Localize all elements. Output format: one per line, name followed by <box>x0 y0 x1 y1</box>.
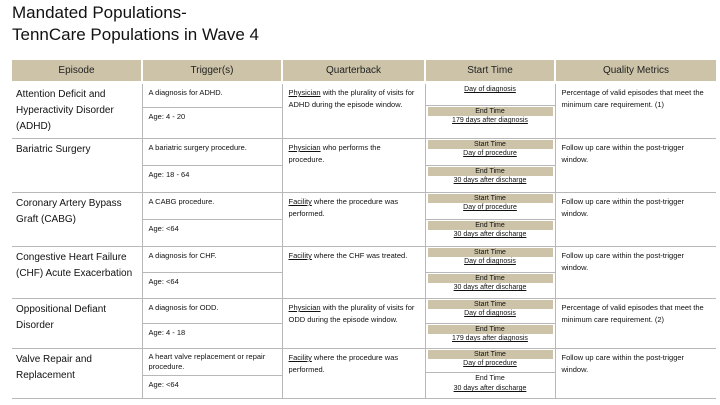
quarterback-cell <box>282 247 425 299</box>
start-time-cell <box>425 84 555 139</box>
trigger-age: Age: <64 <box>148 224 179 233</box>
table-row <box>12 299 716 349</box>
end-time-label: End Time <box>428 274 553 283</box>
start-time-cell <box>425 247 555 299</box>
end-time-value: 179 days after diagnosis <box>452 117 528 124</box>
trigger-cell <box>142 84 282 139</box>
episode-name: Congestive Heart Failure (CHF) Acute Exacerbation <box>12 247 142 299</box>
quarterback-description: where the procedure was performed. <box>288 197 399 218</box>
quality-metric: Follow up care within the post-trigger window. <box>555 193 716 247</box>
start-time-label: Start Time <box>428 140 553 149</box>
start-time-cell <box>425 349 555 399</box>
end-time-block <box>426 273 555 295</box>
quarterback-role: Facility <box>288 197 312 206</box>
quarterback-description: with the plurality of visits for ADHD during the episode window. <box>288 88 415 109</box>
end-time-block <box>426 220 555 242</box>
start-time-label: Start Time <box>428 300 553 309</box>
quality-metric: Percentage of valid episodes that meet the minimum care requirement. (1) <box>555 84 716 139</box>
start-time-label: Start Time <box>428 194 553 203</box>
end-time-block <box>426 166 555 188</box>
quarterback-role: Physician <box>288 303 321 312</box>
title-line-2: TennCare Populations in Wave 4 <box>12 25 259 44</box>
trigger-description: A CABG procedure. <box>143 193 282 220</box>
quarterback-role: Physician <box>288 143 321 152</box>
trigger-description: A diagnosis for ODD. <box>143 299 282 324</box>
start-time-block <box>426 299 555 324</box>
table-header-row <box>12 60 716 81</box>
start-time-block <box>426 349 555 373</box>
start-time-cell <box>425 193 555 247</box>
quarterback-description: where the CHF was treated. <box>311 251 408 260</box>
quarterback-cell <box>282 84 425 139</box>
start-time-value: Day of procedure <box>463 360 517 367</box>
header-start-time: Start Time <box>425 60 555 81</box>
quarterback-role: Facility <box>288 251 312 260</box>
start-time-block <box>426 139 555 166</box>
header-episode: Episode <box>12 60 142 81</box>
quarterback-role: Facility <box>288 353 312 362</box>
trigger-cell <box>142 247 282 299</box>
start-time-label: Start Time <box>428 248 553 257</box>
title-line-1: Mandated Populations- <box>12 3 187 22</box>
episodes-table <box>12 60 716 399</box>
end-time-value: 30 days after discharge <box>453 231 527 238</box>
start-time-block <box>426 247 555 273</box>
end-time-label: End Time <box>428 221 553 230</box>
end-time-block <box>426 106 555 128</box>
slide-title <box>12 2 259 46</box>
episode-name: Valve Repair and Replacement <box>12 349 142 399</box>
quarterback-description: where the procedure was performed. <box>288 353 399 374</box>
start-time-value: Day of diagnosis <box>464 258 516 265</box>
trigger-description: A diagnosis for ADHD. <box>143 84 282 108</box>
quarterback-description: who performs the procedure. <box>288 143 381 164</box>
quality-metric: Follow up care within the post-trigger window. <box>555 349 716 399</box>
end-time-block <box>426 324 555 346</box>
trigger-age: Age: <64 <box>148 380 179 389</box>
start-time-cell <box>425 139 555 193</box>
end-time-label: End Time <box>428 167 553 176</box>
quality-metric: Follow up care within the post-trigger window. <box>555 139 716 193</box>
trigger-description: A bariatric surgery procedure. <box>143 139 282 166</box>
start-time-block <box>426 193 555 220</box>
end-time-label: End Time <box>475 375 505 382</box>
header-triggers: Trigger(s) <box>142 60 282 81</box>
table-row <box>12 349 716 399</box>
trigger-age: Age: 4 - 20 <box>148 112 186 121</box>
quarterback-description: with the plurality of visits for ODD during the episode window. <box>288 303 415 324</box>
table-row <box>12 193 716 247</box>
quality-metric: Percentage of valid episodes that meet the minimum care requirement. (2) <box>555 299 716 349</box>
quarterback-cell <box>282 349 425 399</box>
end-time-block <box>426 373 555 396</box>
trigger-description: A heart valve replacement or repair procedure. <box>143 349 282 376</box>
table-row <box>12 84 716 139</box>
start-time-cell <box>425 299 555 349</box>
end-time-label: End Time <box>428 107 553 116</box>
quarterback-cell <box>282 299 425 349</box>
header-quarterback: Quarterback <box>282 60 425 81</box>
episode-name: Attention Deficit and Hyperactivity Disorder (ADHD) <box>12 84 142 139</box>
start-time-label: Start Time <box>428 350 553 359</box>
table-row <box>12 247 716 299</box>
episode-name: Coronary Artery Bypass Graft (CABG) <box>12 193 142 247</box>
start-time-block <box>426 84 555 106</box>
start-time-value: Day of diagnosis <box>464 86 516 93</box>
end-time-value: 179 days after diagnosis <box>452 335 528 342</box>
quarterback-cell <box>282 193 425 247</box>
trigger-cell <box>142 299 282 349</box>
end-time-label: End Time <box>428 325 553 334</box>
episode-name: Oppositional Defiant Disorder <box>12 299 142 349</box>
trigger-cell <box>142 349 282 399</box>
end-time-value: 30 days after discharge <box>453 284 527 291</box>
trigger-age: Age: 18 - 64 <box>148 170 190 179</box>
end-time-value: 30 days after discharge <box>453 177 527 184</box>
table-row <box>12 139 716 193</box>
start-time-value: Day of procedure <box>463 204 517 211</box>
header-quality-metrics: Quality Metrics <box>555 60 716 81</box>
quarterback-cell <box>282 139 425 193</box>
start-time-value: Day of procedure <box>463 150 517 157</box>
trigger-age: Age: <64 <box>148 277 179 286</box>
trigger-cell <box>142 193 282 247</box>
episode-name: Bariatric Surgery <box>12 139 142 193</box>
quarterback-role: Physician <box>288 88 321 97</box>
start-time-value: Day of diagnosis <box>464 310 516 317</box>
quality-metric: Follow up care within the post-trigger window. <box>555 247 716 299</box>
end-time-value: 30 days after discharge <box>453 385 527 392</box>
trigger-description: A diagnosis for CHF. <box>143 247 282 273</box>
trigger-age: Age: 4 - 18 <box>148 328 186 337</box>
trigger-cell <box>142 139 282 193</box>
